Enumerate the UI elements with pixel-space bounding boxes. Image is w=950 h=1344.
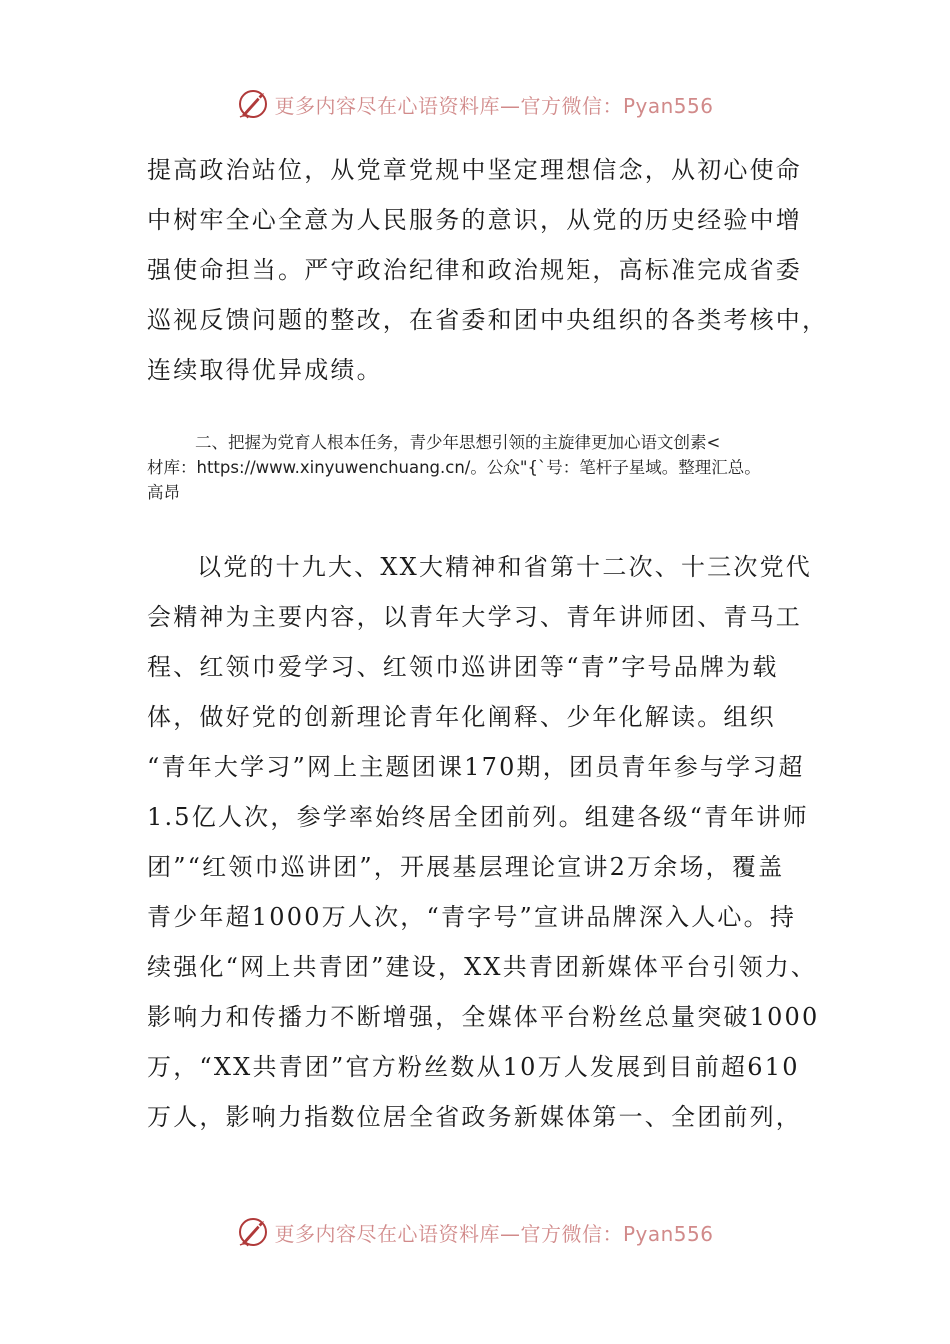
- paragraph-2-line: 体，做好党的创新理论青年化阐释、少年化解读。组织: [147, 703, 776, 731]
- paragraph-2: [147, 542, 820, 1142]
- paragraph-2-line: 会精神为主要内容，以青年大学习、青年讲师团、青马工: [147, 603, 802, 631]
- paragraph-2-line: 万人，影响力指数位居全省政务新媒体第一、全团前列，: [147, 1103, 802, 1131]
- footer-banner-text: 更多内容尽在心语资料库—官方微信：Pyan556: [274, 1221, 714, 1246]
- paragraph-2-line: 程、红领巾爱学习、红领巾巡讲团等“青”字号品牌为载: [147, 653, 779, 681]
- paragraph-2-line: 青少年超1000万人次，“青字号”宣讲品牌深入人心。持: [147, 903, 797, 931]
- quill-pen-logo-icon: [236, 1215, 270, 1249]
- header-banner: [0, 84, 950, 124]
- paragraph-2-line: 续强化“网上共青团”建设，XX共青团新媒体平台引领力、: [147, 953, 818, 981]
- paragraph-1-line: 强使命担当。严守政治纪律和政治规矩，高标准完成省委: [147, 256, 802, 284]
- paragraph-2-line: 1.5亿人次，参学率始终居全团前列。组建各级“青年讲师: [147, 803, 809, 831]
- quill-pen-logo-icon: [236, 87, 270, 121]
- paragraph-1-line: 提高政治站位，从党章党规中坚定理想信念，从初心使命: [147, 156, 802, 184]
- paragraph-1: [147, 145, 829, 395]
- paragraph-2-line: 影响力和传播力不断增强，全媒体平台粉丝总量突破1000: [147, 1003, 820, 1031]
- header-banner-text: 更多内容尽在心语资料库—官方微信：Pyan556: [274, 93, 714, 118]
- section-heading: [147, 430, 817, 505]
- paragraph-2-line: “青年大学习”网上主题团课170期，团员青年参与学习超: [147, 753, 805, 781]
- paragraph-1-line: 巡视反馈问题的整改，在省委和团中央组织的各类考核中，: [147, 306, 829, 334]
- footer-banner: [0, 1212, 950, 1252]
- section-heading-line: 二、把握为党育人根本任务，青少年思想引领的主旋律更加心语文创素<: [195, 433, 721, 452]
- paragraph-2-line: 以党的十九大、XX大精神和省第十二次、十三次党代: [197, 553, 812, 581]
- paragraph-1-line: 中树牢全心全意为人民服务的意识，从党的历史经验中增: [147, 206, 802, 234]
- section-heading-line: 高昂: [147, 483, 180, 502]
- paragraph-2-line: 万，“XX共青团”官方粉丝数从10万人发展到目前超610: [147, 1053, 800, 1081]
- paragraph-1-line: 连续取得优异成绩。: [147, 356, 383, 384]
- section-heading-line: 材库：https://www.xinyuwenchuang.cn/。公众"{`号：笔杆子星域。整理汇总。: [147, 458, 761, 477]
- paragraph-2-line: 团”“红领巾巡讲团”，开展基层理论宣讲2万余场，覆盖: [147, 853, 785, 881]
